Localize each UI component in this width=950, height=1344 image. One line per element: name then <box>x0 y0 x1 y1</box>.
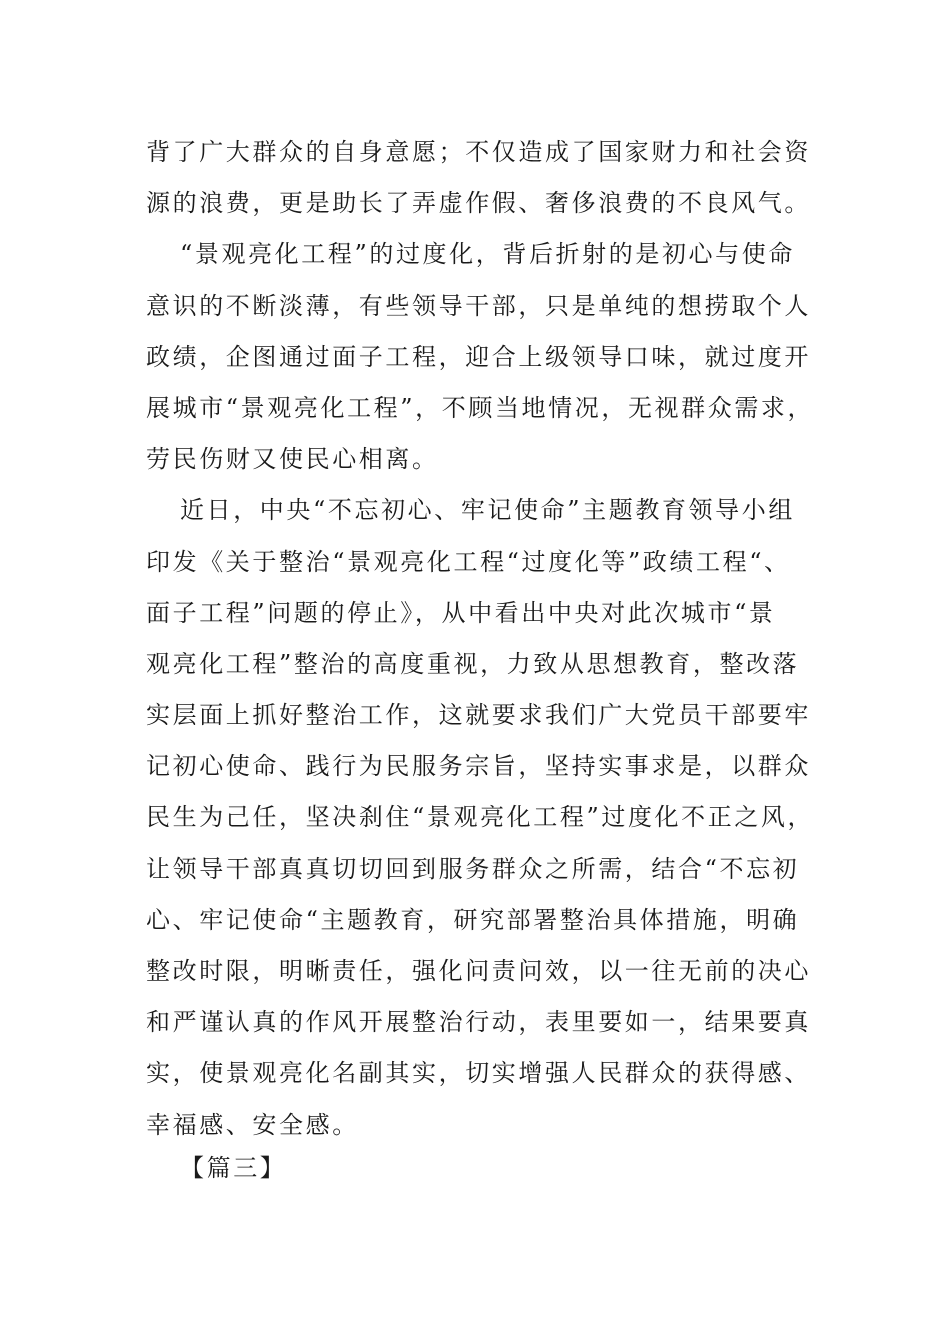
text-line: 背了广大群众的自身意愿；不仅造成了国家财力和社会资 <box>146 138 811 166</box>
text-line: 心、牢记使命“主题教育，研究部署整治具体措施，明确 <box>146 905 800 934</box>
text-line: 意识的不断淡薄，有些领导干部，只是单纯的想捞取个人 <box>146 291 811 320</box>
text-line: 实，使景观亮化名副其实，切实增强人民群众的获得感、 <box>146 1059 811 1088</box>
text-line: 印发《关于整治“景观亮化工程“过度化等”政绩工程“、 <box>146 547 791 576</box>
text-line: 面子工程”问题的停止》，从中看出中央对此次城市“景 <box>146 598 776 627</box>
text-line: 劳民伤财又使民心相离。 <box>146 445 439 474</box>
text-line: 记初心使命、践行为民服务宗旨，坚持实事求是，以群众 <box>146 752 811 781</box>
text-line: 和严谨认真的作风开展整治行动，表里要如一，结果要真 <box>146 1008 811 1037</box>
paragraph-start-line: “景观亮化工程”的过度化，背后折射的是初心与使命 <box>180 240 795 269</box>
text-line: 展城市“景观亮化工程”，不顾当地情况，无视群众需求， <box>146 393 815 422</box>
section-heading: 【篇三】 <box>180 1154 287 1182</box>
text-line: 实层面上抓好整治工作，这就要求我们广大党员干部要牢 <box>146 701 811 730</box>
paragraph-start-line: 近日，中央“不忘初心、牢记使命”主题教育领导小组 <box>180 496 795 525</box>
text-line: 民生为己任，坚决刹住“景观亮化工程”过度化不正之风， <box>146 803 815 832</box>
text-line: 政绩，企图通过面子工程，迎合上级领导口味，就过度开 <box>146 342 811 371</box>
text-line: 整改时限，明晰责任，强化问责问效，以一往无前的决心 <box>146 957 811 985</box>
text-line: 观亮化工程”整治的高度重视，力致从思想教育，整改落 <box>146 649 800 678</box>
body-text <box>146 127 815 1151</box>
text-line: 让领导干部真真切切回到服务群众之所需，结合“不忘初 <box>146 854 800 883</box>
text-line: 源的浪费，更是助长了弄虚作假、奢侈浪费的不良风气。 <box>146 189 811 218</box>
text-line: 幸福感、安全感。 <box>146 1110 359 1139</box>
